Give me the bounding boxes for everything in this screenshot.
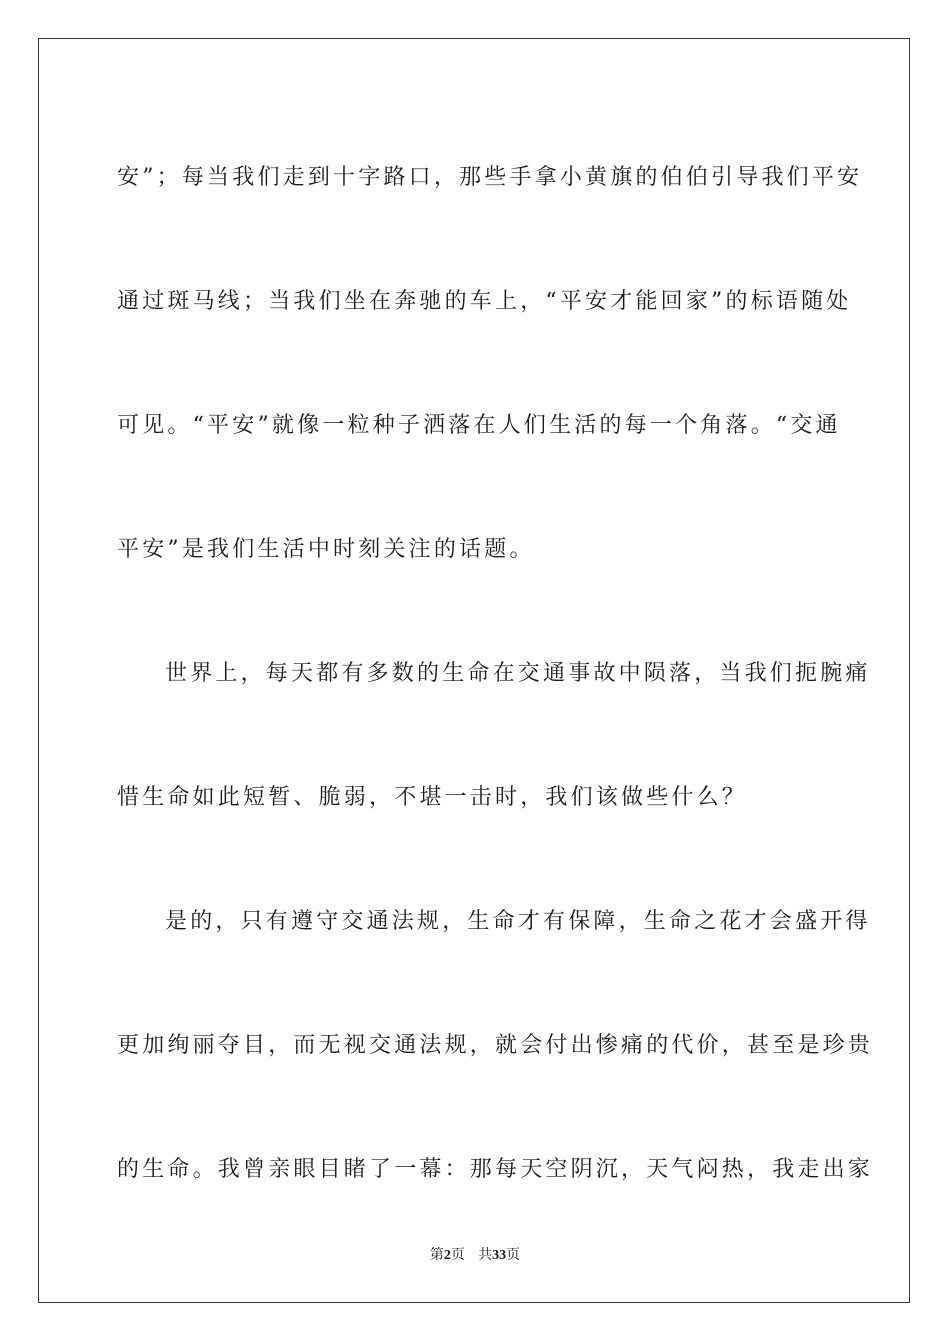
text-line: 通过斑马线；当我们坐在奔驰的车上，“平安才能回家”的标语随处: [117, 289, 852, 314]
total-pages-number: 33: [492, 1248, 507, 1263]
footer-total-prefix: 共: [478, 1247, 493, 1263]
paragraph-first-line: 世界上，每天都有多数的生命在交通事故中陨落，当我们扼腕痛: [165, 661, 871, 686]
text-line: 可见。“平安”就像一粒种子洒落在人们生活的每一个角落。“交通: [117, 413, 841, 438]
text-line: 惜生命如此短暂、脆弱，不堪一击时，我们该做些什么？: [117, 785, 748, 810]
text-line: 平安”是我们生活中时刻关注的话题。: [117, 537, 535, 562]
footer-total-suffix: 页: [506, 1247, 521, 1263]
text-line: 安”；每当我们走到十字路口，那些手拿小黄旗的伯伯引导我们平安: [117, 165, 863, 190]
footer-prefix: 第: [429, 1247, 444, 1263]
text-line: 更加绚丽夺目，而无视交通法规，就会付出惨痛的代价，甚至是珍贵: [117, 1033, 874, 1058]
page-footer: [0, 1246, 950, 1265]
text-line: 的生命。我曾亲眼目睹了一幕：那每天空阴沉，天气闷热，我走出家: [117, 1157, 874, 1182]
paragraph-first-line: 是的，只有遵守交通法规，生命才有保障，生命之花才会盛开得: [165, 909, 871, 934]
footer-page-word: 页: [450, 1247, 465, 1263]
current-page-number: 2: [443, 1248, 451, 1263]
